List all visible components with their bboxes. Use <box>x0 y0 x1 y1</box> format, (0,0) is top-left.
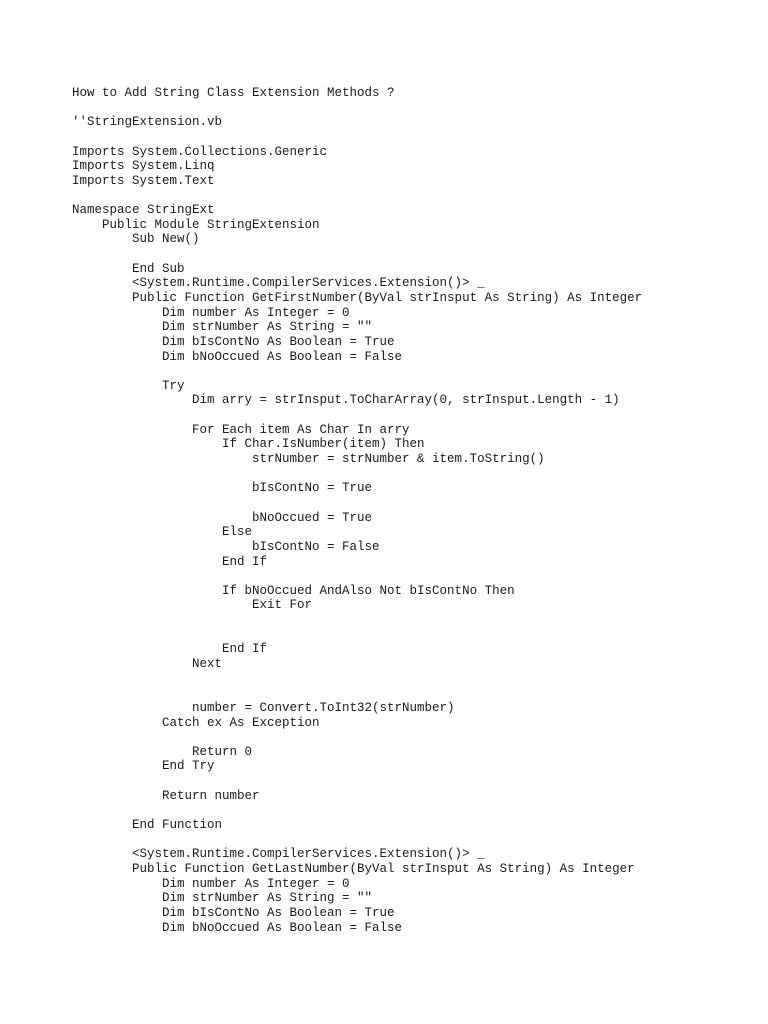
code-line: End If <box>72 642 268 657</box>
code-line: ''StringExtension.vb <box>72 115 223 130</box>
code-line: Try <box>72 378 185 393</box>
code-line: If bNoOccued AndAlso Not bIsContNo Then <box>72 583 515 598</box>
code-line: Imports System.Text <box>72 173 215 188</box>
code-line: Public Function GetLastNumber(ByVal strInsput As String) As Integer <box>72 861 635 876</box>
code-line <box>72 569 752 584</box>
code-line: Dim bNoOccued As Boolean = False <box>72 920 403 935</box>
code-line <box>72 408 752 423</box>
code-line <box>72 833 752 848</box>
code-line: Imports System.Collections.Generic <box>72 144 328 159</box>
code-line: End Try <box>72 759 215 774</box>
code-line: Return 0 <box>72 744 253 759</box>
code-line: Dim arry = strInsput.ToCharArray(0, strInsput.Length - 1) <box>72 393 620 408</box>
code-line: <System.Runtime.CompilerServices.Extension()> _ <box>72 847 485 862</box>
code-line <box>72 364 752 379</box>
code-line <box>72 101 752 116</box>
code-line: Namespace StringExt <box>72 203 215 218</box>
code-line: number = Convert.ToInt32(strNumber) <box>72 700 455 715</box>
code-line <box>72 686 752 701</box>
code-line: Next <box>72 656 223 671</box>
code-line: Sub New() <box>72 232 200 247</box>
code-line <box>72 672 752 687</box>
code-line: Imports System.Linq <box>72 159 215 174</box>
code-line: End Sub <box>72 261 185 276</box>
code-line: Dim bIsContNo As Boolean = True <box>72 334 395 349</box>
code-line <box>72 730 752 745</box>
code-line: Exit For <box>72 598 313 613</box>
code-line <box>72 613 752 628</box>
code-line: End Function <box>72 818 223 833</box>
code-line: bIsContNo = True <box>72 481 373 496</box>
code-line: Dim strNumber As String = "" <box>72 320 373 335</box>
code-line: Dim strNumber As String = "" <box>72 891 373 906</box>
code-line: strNumber = strNumber & item.ToString() <box>72 452 545 467</box>
code-line: How to Add String Class Extension Methods ? <box>72 86 395 100</box>
code-line: Else <box>72 525 253 540</box>
code-line: Catch ex As Exception <box>72 715 320 730</box>
code-line <box>72 774 752 789</box>
code-line: Public Function GetFirstNumber(ByVal strInsput As String) As Integer <box>72 290 643 305</box>
code-line: Dim number As Integer = 0 <box>72 876 350 891</box>
code-line: For Each item As Char In arry <box>72 422 410 437</box>
code-line: If Char.IsNumber(item) Then <box>72 437 425 452</box>
code-line: bNoOccued = True <box>72 510 373 525</box>
code-listing <box>72 86 752 935</box>
code-line <box>72 188 752 203</box>
code-line: bIsContNo = False <box>72 539 380 554</box>
code-line <box>72 247 752 262</box>
code-line: Return number <box>72 788 260 803</box>
code-line: Dim bIsContNo As Boolean = True <box>72 905 395 920</box>
code-line: Dim bNoOccued As Boolean = False <box>72 349 403 364</box>
code-line: <System.Runtime.CompilerServices.Extension()> _ <box>72 276 485 291</box>
code-line <box>72 628 752 643</box>
code-line: End If <box>72 554 268 569</box>
code-line: Dim number As Integer = 0 <box>72 305 350 320</box>
code-line <box>72 496 752 511</box>
code-line: Public Module StringExtension <box>72 217 320 232</box>
code-line <box>72 803 752 818</box>
code-line <box>72 130 752 145</box>
code-line <box>72 467 752 482</box>
